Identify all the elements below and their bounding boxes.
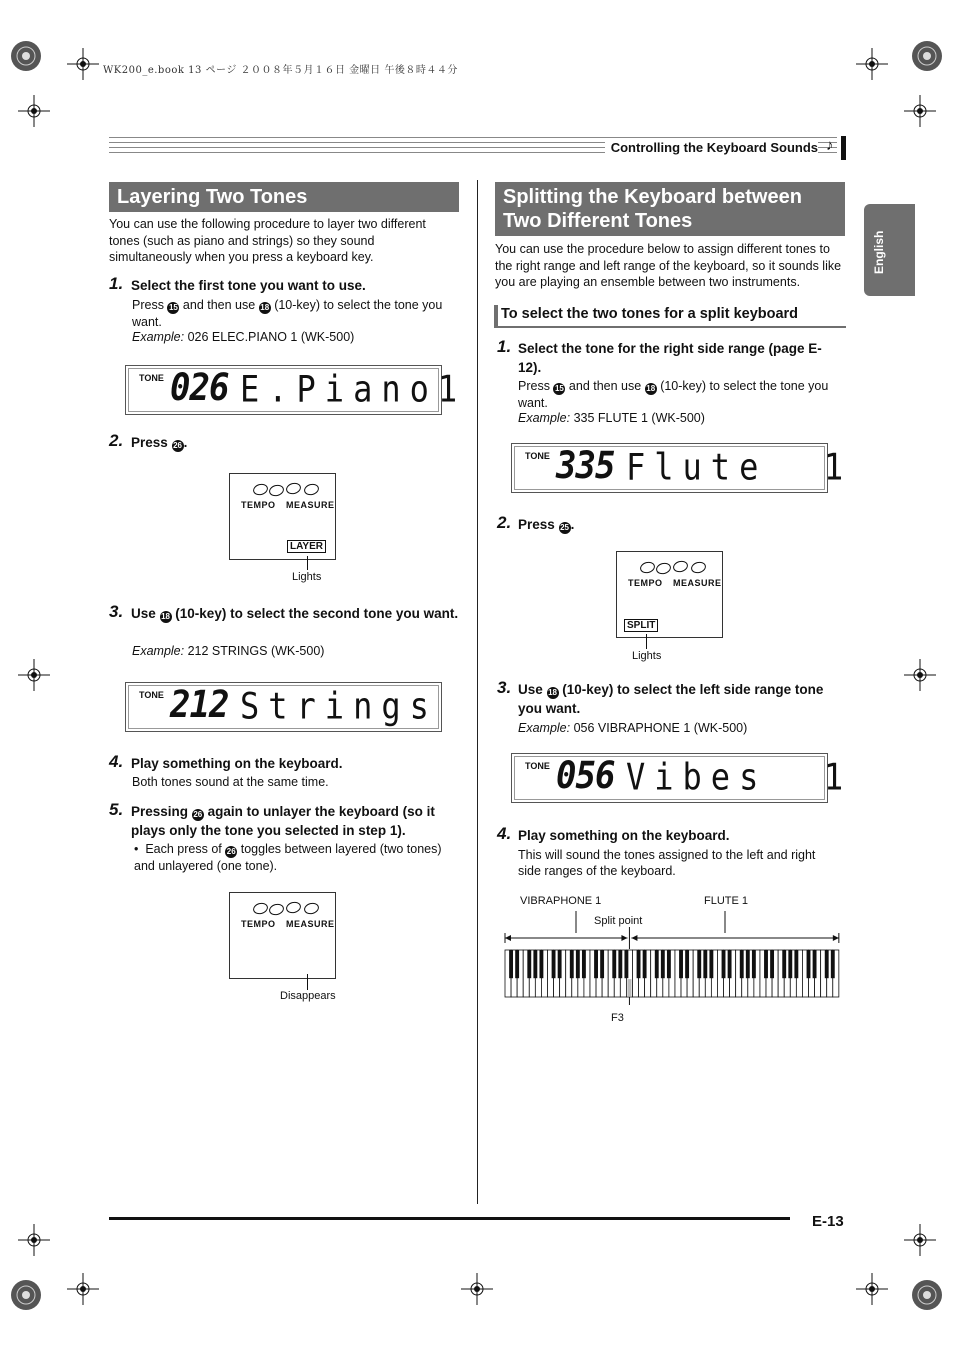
step-text: Play something on the keyboard. — [518, 828, 730, 843]
button-15-icon: 15 — [554, 384, 564, 393]
button-26-icon: 26 — [173, 441, 183, 450]
black-key — [637, 950, 641, 978]
black-key — [831, 950, 835, 978]
black-key — [770, 950, 774, 978]
subheading-bar — [494, 305, 498, 328]
black-key — [594, 950, 598, 978]
button-18-icon: 18 — [646, 384, 656, 393]
music-note-icon: ♪ — [826, 137, 834, 154]
tempo-label: TEMPO — [628, 578, 663, 588]
example-value: 212 STRINGS (WK-500) — [187, 644, 325, 658]
black-key — [533, 950, 537, 978]
crosshair-icon — [461, 1273, 493, 1305]
crosshair-icon — [18, 95, 50, 127]
black-key — [527, 950, 531, 978]
step-text: Select the first tone you want to use. — [131, 278, 366, 293]
lcd-display — [511, 443, 853, 493]
text: toggles between layered (two tones) and unlayered (one tone). — [134, 842, 442, 873]
text: Press — [132, 298, 164, 312]
heading-line: Two Different Tones — [503, 210, 693, 232]
header-bar — [841, 136, 846, 160]
lcd-tone-name: E.Piano1 — [240, 367, 467, 411]
example-label: Example: — [518, 721, 571, 735]
crosshair-icon — [904, 95, 936, 127]
tempo-label: TEMPO — [241, 500, 276, 510]
registration-rosette-icon — [10, 1279, 42, 1311]
lcd-display — [511, 753, 853, 803]
black-key — [509, 950, 513, 978]
black-key — [539, 950, 543, 978]
black-key — [746, 950, 750, 978]
example-line — [132, 643, 324, 659]
black-key — [709, 950, 713, 978]
black-key — [582, 950, 586, 978]
crosshair-icon — [904, 659, 936, 691]
text: Pressing — [131, 804, 189, 819]
text: again to unlayer the keyboard (so it plays only the tone you selected in step 1). — [131, 804, 435, 838]
black-key — [722, 950, 726, 978]
step-note: Both tones sound at the same time. — [132, 775, 329, 789]
crosshair-icon — [67, 48, 99, 80]
example-value: 056 VIBRAPHONE 1 (WK-500) — [573, 721, 748, 735]
black-key — [794, 950, 798, 978]
callout-label: Lights — [632, 650, 662, 662]
text: Press — [518, 517, 555, 532]
step-text — [131, 604, 461, 623]
button-18-icon: 18 — [161, 612, 170, 621]
black-key — [612, 950, 616, 978]
step-number: 4. — [497, 824, 512, 843]
measure-label: MEASURE — [286, 919, 335, 929]
print-file-line: WK200_e.book 13 ページ ２００８年５月１６日 金曜日 午後８時４４分 — [103, 65, 458, 76]
example-value: 026 ELEC.PIANO 1 (WK-500) — [187, 330, 355, 344]
arrow-head — [621, 935, 627, 941]
black-key — [655, 950, 659, 978]
display-panel — [229, 473, 336, 560]
step-number: 1. — [109, 274, 124, 293]
example-label: Example: — [518, 411, 571, 425]
example-label: Example: — [132, 330, 185, 344]
registration-rosette-icon — [911, 1279, 943, 1311]
section-heading — [495, 182, 845, 236]
example-line — [132, 329, 354, 345]
step-text — [518, 680, 848, 718]
black-key — [807, 950, 811, 978]
step-text: Play something on the keyboard. — [131, 756, 343, 771]
step-number: 1. — [497, 337, 512, 356]
callout-line — [307, 974, 308, 990]
lcd-tone-name: Flute 1 — [626, 445, 853, 489]
black-key — [825, 950, 829, 978]
split-point-label: Split point — [594, 915, 643, 927]
lcd-tone-label: TONE — [525, 451, 550, 461]
arrow-head — [631, 935, 637, 941]
callout-label: Lights — [292, 571, 322, 583]
button-26-icon: 26 — [226, 847, 236, 856]
text: and then use — [182, 298, 256, 312]
step-number: 5. — [109, 800, 124, 819]
step-number: 4. — [109, 752, 124, 771]
crosshair-icon — [67, 1273, 99, 1305]
step-text — [518, 515, 574, 534]
button-18-icon: 18 — [548, 688, 557, 697]
display-panel — [616, 551, 723, 638]
button-18-icon: 18 — [260, 303, 270, 312]
black-key — [667, 950, 671, 978]
step-number: 2. — [497, 513, 512, 532]
layer-indicator: LAYER — [287, 540, 326, 553]
black-key — [728, 950, 732, 978]
text: Press — [131, 435, 168, 450]
lcd-tone-name: Vibes 1 — [626, 755, 853, 799]
black-key — [685, 950, 689, 978]
lcd-tone-label: TONE — [525, 761, 550, 771]
lcd-tone-label: TONE — [139, 373, 164, 383]
black-key — [643, 950, 647, 978]
step-instruction — [518, 378, 845, 411]
step-number: 3. — [109, 602, 124, 621]
right-range-label: FLUTE 1 — [704, 895, 749, 907]
button-15-icon: 15 — [168, 303, 178, 312]
running-header: Controlling the Keyboard Sounds — [605, 140, 818, 155]
button-26-icon: 26 — [193, 810, 203, 819]
black-key — [600, 950, 604, 978]
split-indicator: SPLIT — [624, 619, 658, 632]
measure-label: MEASURE — [286, 500, 335, 510]
text: and then use — [568, 379, 642, 393]
black-key — [813, 950, 817, 978]
lcd-tone-number: 335 — [556, 444, 615, 488]
black-key — [576, 950, 580, 978]
text: Press — [518, 379, 550, 393]
measure-label: MEASURE — [673, 578, 722, 588]
black-key — [679, 950, 683, 978]
black-key — [661, 950, 665, 978]
text: Use — [131, 606, 156, 621]
black-key — [618, 950, 622, 978]
crosshair-icon — [904, 1224, 936, 1256]
intro-text: You can use the following procedure to layer two different tones (such as piano and strings) so they sound simultaneously when you press a keyboard key. — [109, 217, 426, 264]
lcd-tone-name: Strings — [240, 684, 438, 728]
keyboard-diagram — [500, 905, 845, 1010]
black-key — [570, 950, 574, 978]
button-25-icon: 25 — [560, 523, 570, 532]
step-number: 2. — [109, 431, 124, 450]
example-line — [518, 410, 705, 426]
split-key-highlight — [627, 979, 631, 996]
black-key — [782, 950, 786, 978]
bullet-icon: • — [134, 842, 146, 856]
text: Use — [518, 682, 543, 697]
lcd-tone-number: 026 — [170, 366, 229, 410]
lcd-tone-number: 056 — [556, 754, 615, 798]
heading-line: Splitting the Keyboard between — [503, 186, 802, 208]
registration-rosette-icon — [911, 40, 943, 72]
crosshair-icon — [856, 1273, 888, 1305]
language-tab-label: English — [872, 230, 886, 274]
tempo-label: TEMPO — [241, 919, 276, 929]
subheading: To select the two tones for a split keyboard — [501, 306, 799, 322]
example-label: Example: — [132, 644, 185, 658]
subheading-rule — [494, 326, 846, 328]
intro-text: You can use the procedure below to assign different tones to the right range and left range of the keyboard, so it sounds like you are playing an ensemble between two instruments. — [495, 242, 842, 289]
arrow-head — [833, 935, 839, 941]
black-key — [788, 950, 792, 978]
key-label: F3 — [611, 1012, 624, 1024]
footer-rule — [109, 1217, 790, 1220]
text: (10-key) to select the second tone you want. — [175, 606, 459, 621]
text: Each press of — [145, 842, 222, 856]
black-key — [558, 950, 562, 978]
black-key — [764, 950, 768, 978]
language-tab[interactable] — [864, 204, 915, 296]
callout-line — [307, 556, 308, 570]
step-text — [131, 433, 187, 452]
text: (10-key) to select the left side range tone you want. — [518, 682, 824, 716]
lcd-tone-label: TONE — [139, 690, 164, 700]
arrow-head — [505, 935, 511, 941]
step-note: This will sound the tones assigned to the left and right side ranges of the keyboard. — [518, 848, 816, 878]
section-heading: Layering Two Tones — [109, 182, 459, 212]
black-key — [624, 950, 628, 978]
crosshair-icon — [18, 659, 50, 691]
text: . — [570, 517, 575, 532]
step-text — [131, 802, 463, 840]
step-instruction — [132, 297, 462, 330]
callout-line — [646, 634, 647, 649]
black-key — [515, 950, 519, 978]
black-key — [697, 950, 701, 978]
step-number: 3. — [497, 678, 512, 697]
example-value: 335 FLUTE 1 (WK-500) — [573, 411, 705, 425]
page-number: E-13 — [812, 1213, 844, 1230]
lcd-display — [125, 682, 442, 732]
display-panel — [229, 892, 336, 979]
bullet-note — [134, 841, 459, 874]
black-key — [552, 950, 556, 978]
black-key — [703, 950, 707, 978]
registration-rosette-icon — [10, 40, 42, 72]
black-key — [740, 950, 744, 978]
lcd-tone-number: 212 — [170, 683, 229, 727]
step-text: Select the tone for the right side range (page E-12). — [518, 341, 822, 375]
lcd-display — [125, 365, 467, 415]
black-key — [752, 950, 756, 978]
text: (10-key) to select the tone you want. — [518, 379, 829, 410]
callout-label: Disappears — [280, 990, 336, 1002]
example-line — [518, 720, 747, 736]
left-range-label: VIBRAPHONE 1 — [520, 895, 602, 907]
crosshair-icon — [856, 48, 888, 80]
text: (10-key) to select the tone you want. — [132, 298, 443, 329]
crosshair-icon — [18, 1224, 50, 1256]
text: . — [183, 435, 188, 450]
column-divider — [477, 180, 478, 1204]
